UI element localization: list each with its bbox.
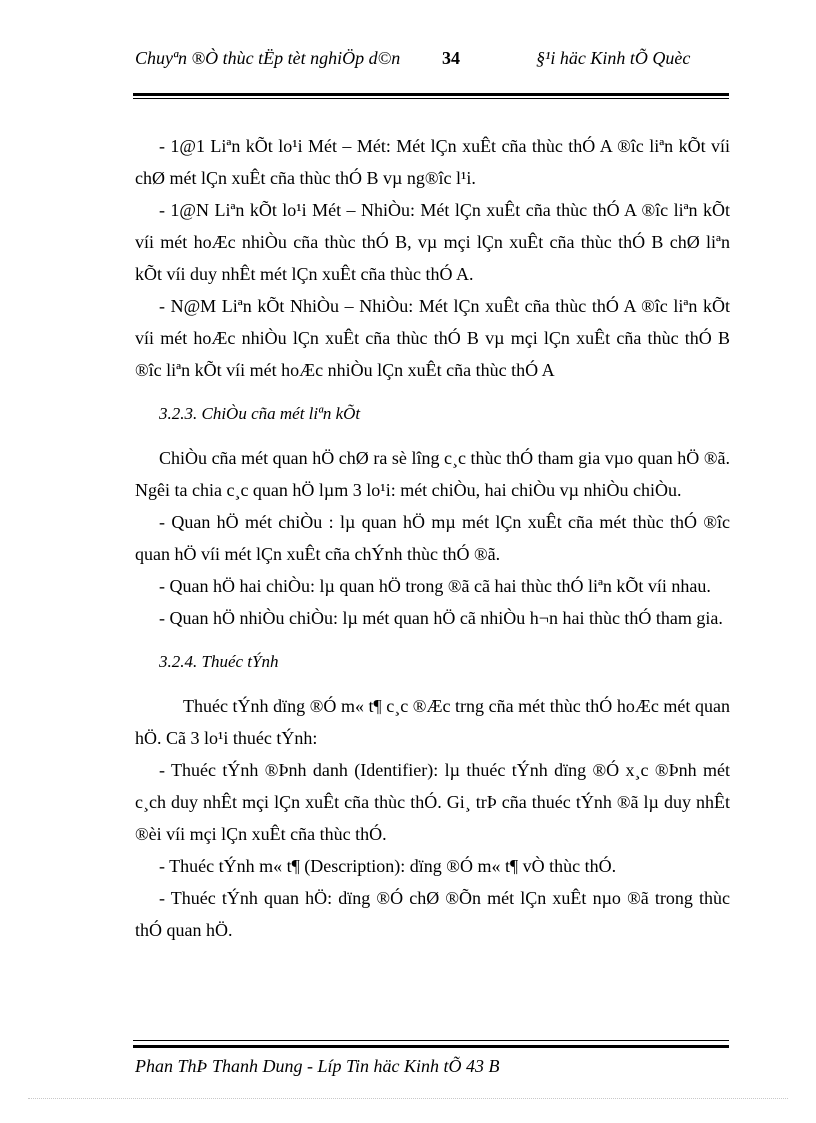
page-header [135, 46, 730, 94]
paragraph-relation-attribute: - Thuéc tÝnh quan hÖ: dïng ®Ó chØ ®Õn mét lÇn xuÊt nµo ®ã trong thùc thÓ quan hÖ. [135, 888, 730, 940]
header-rule-thick [133, 93, 729, 96]
page-edge-dotted-line [28, 1098, 788, 1099]
section-heading-dimension: 3.2.3. ChiÒu cña mét liªn kÕt [159, 404, 361, 423]
page-footer: Phan ThÞ Thanh Dung - Líp Tin häc Kinh tÕ 43 B [135, 1056, 500, 1076]
section-heading-attributes: 3.2.4. Thuéc tÝnh [159, 652, 279, 671]
paragraph-binary: - Quan hÖ hai chiÒu: lµ quan hÖ trong ®ã cã hai thùc thÓ liªn kÕt víi nhau. [159, 576, 711, 596]
paragraph-unary: - Quan hÖ mét chiÒu : lµ quan hÖ mµ mét lÇn xuÊt cña mét thùc thÓ ®îc quan hÖ víi mét lÇn xuÊt cña chÝnh thùc thÓ ®ã. [135, 512, 730, 564]
paragraph-dimension-intro: ChiÒu cña mét quan hÖ chØ ra sè lîng c¸c thùc thÓ tham gia vµo quan hÖ ®ã. Ngêi ta chia c¸c quan hÖ lµm 3 lo¹i: mét chiÒu, hai chiÒu vµ nhiÒu chiÒu. [135, 448, 730, 500]
header-document-type: Chuyªn ®Ò thùc tËp tèt nghiÖp d©n [135, 48, 401, 68]
header-rule-thin [133, 98, 729, 99]
paragraph-one-to-one: - 1@1 Liªn kÕt lo¹i Mét – Mét: Mét lÇn xuÊt cña thùc thÓ A ®îc liªn kÕt víi chØ mét lÇn xuÊt cña thùc thÓ B vµ ng®îc l¹i. [135, 136, 730, 188]
paragraph-attributes-intro: Thuéc tÝnh dïng ®Ó m« t¶ c¸c ®Æc trng cña mét thùc thÓ hoÆc mét quan hÖ. Cã 3 lo¹i thuéc tÝnh: [135, 696, 730, 748]
page-body [135, 130, 730, 946]
paragraph-description: - Thuéc tÝnh m« t¶ (Description): dïng ®Ó m« t¶ vÒ thùc thÓ. [159, 856, 617, 876]
paragraph-many-to-many: - N@M Liªn kÕt NhiÒu – NhiÒu: Mét lÇn xuÊt cña thùc thÓ A ®îc liªn kÕt víi mét hoÆc nhiÒu lÇn xuÊt cña thùc thÓ B vµ mçi lÇn xuÊt cña thùc thÓ B ®îc liªn kÕt víi mét hoÆc nhiÒu lÇn xuÊt cña thùc thÓ A [135, 296, 730, 380]
paragraph-identifier: - Thuéc tÝnh ®Þnh danh (Identifier): lµ thuéc tÝnh dïng ®Ó x¸c ®Þnh mét c¸ch duy nhÊt mçi lÇn xuÊt cña thùc thÓ. Gi¸ trÞ cña thuéc tÝnh ®ã lµ duy nhÊt ®èi víi mçi lÇn xuÊt cña thùc thÓ. [135, 760, 730, 844]
paragraph-one-to-many: - 1@N Liªn kÕt lo¹i Mét – NhiÒu: Mét lÇn xuÊt cña thùc thÓ A ®îc liªn kÕt víi mét hoÆc nhiÒu cña thùc thÓ B, vµ mçi lÇn xuÊt cña thùc thÓ B chØ liªn kÕt víi duy nhÊt mét lÇn xuÊt cña thùc thÓ A. [135, 200, 730, 284]
page-number: 34 [442, 48, 460, 68]
header-university: §¹i häc Kinh tÕ Quèc [536, 48, 691, 68]
footer-rule-thin [133, 1040, 729, 1041]
footer-rule-thick [133, 1045, 729, 1048]
paragraph-nary: - Quan hÖ nhiÒu chiÒu: lµ mét quan hÖ cã nhiÒu h¬n hai thùc thÓ tham gia. [159, 608, 723, 628]
